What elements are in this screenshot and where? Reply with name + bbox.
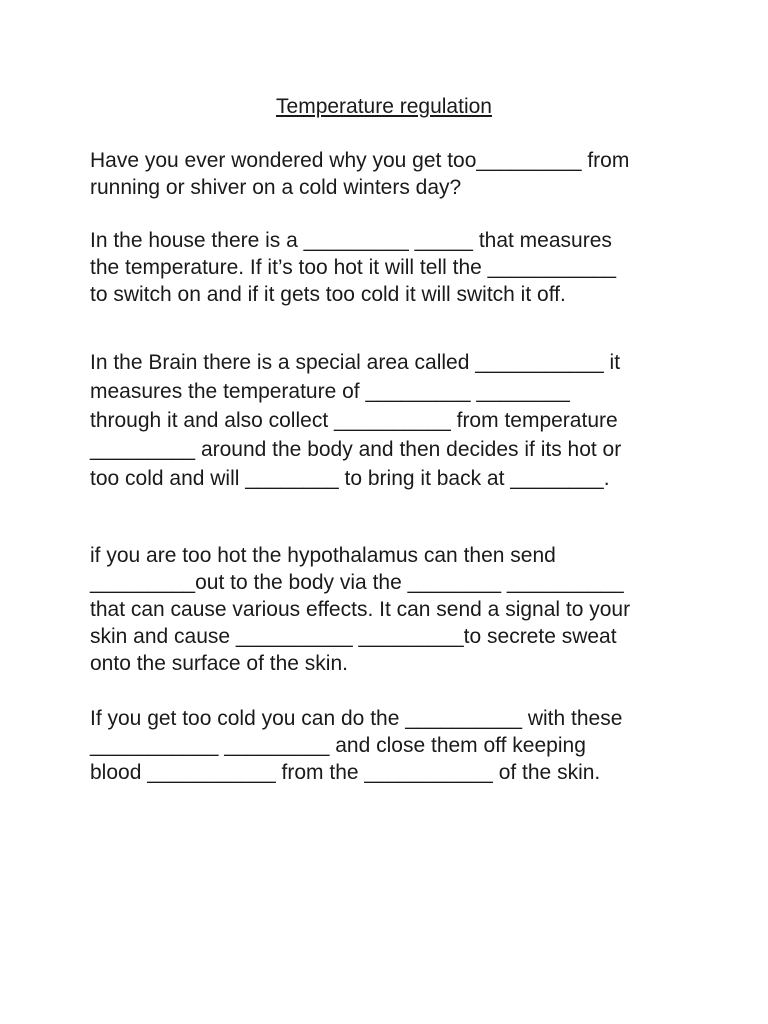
text-line: skin and cause __________ _________to secrete sweat — [90, 625, 617, 648]
paragraph-house-thermostat — [90, 227, 690, 308]
paragraph-intro — [90, 147, 690, 201]
paragraph-too-cold — [90, 705, 690, 786]
text-line: to switch on and if it gets too cold it will switch it off. — [90, 283, 566, 306]
text-line: running or shiver on a cold winters day? — [90, 176, 462, 199]
text-line: through it and also collect __________ from temperature — [90, 409, 618, 432]
text-line: if you are too hot the hypothalamus can then send — [90, 544, 556, 567]
paragraph-too-hot — [90, 542, 690, 677]
text-line: that can cause various effects. It can send a signal to your — [90, 598, 631, 621]
text-line: _________out to the body via the ________ __________ — [90, 571, 624, 594]
text-line: ___________ _________ and close them off keeping — [90, 734, 586, 757]
text-line: In the Brain there is a special area called ___________ it — [90, 351, 621, 374]
text-line: If you get too cold you can do the __________ with these — [90, 707, 623, 730]
text-line: In the house there is a _________ _____ that measures — [90, 229, 612, 252]
worksheet-title: Temperature regulation — [276, 95, 492, 118]
text-line: Have you ever wondered why you get too_________ from — [90, 149, 630, 172]
text-line: measures the temperature of _________ ________ — [90, 380, 570, 403]
text-line: _________ around the body and then decides if its hot or — [90, 438, 622, 461]
text-line: the temperature. If it’s too hot it will tell the ___________ — [90, 256, 617, 279]
paragraph-brain — [90, 348, 690, 493]
text-line: onto the surface of the skin. — [90, 652, 348, 675]
text-line: blood ___________ from the ___________ of the skin. — [90, 761, 601, 784]
text-line: too cold and will ________ to bring it back at ________. — [90, 467, 610, 490]
